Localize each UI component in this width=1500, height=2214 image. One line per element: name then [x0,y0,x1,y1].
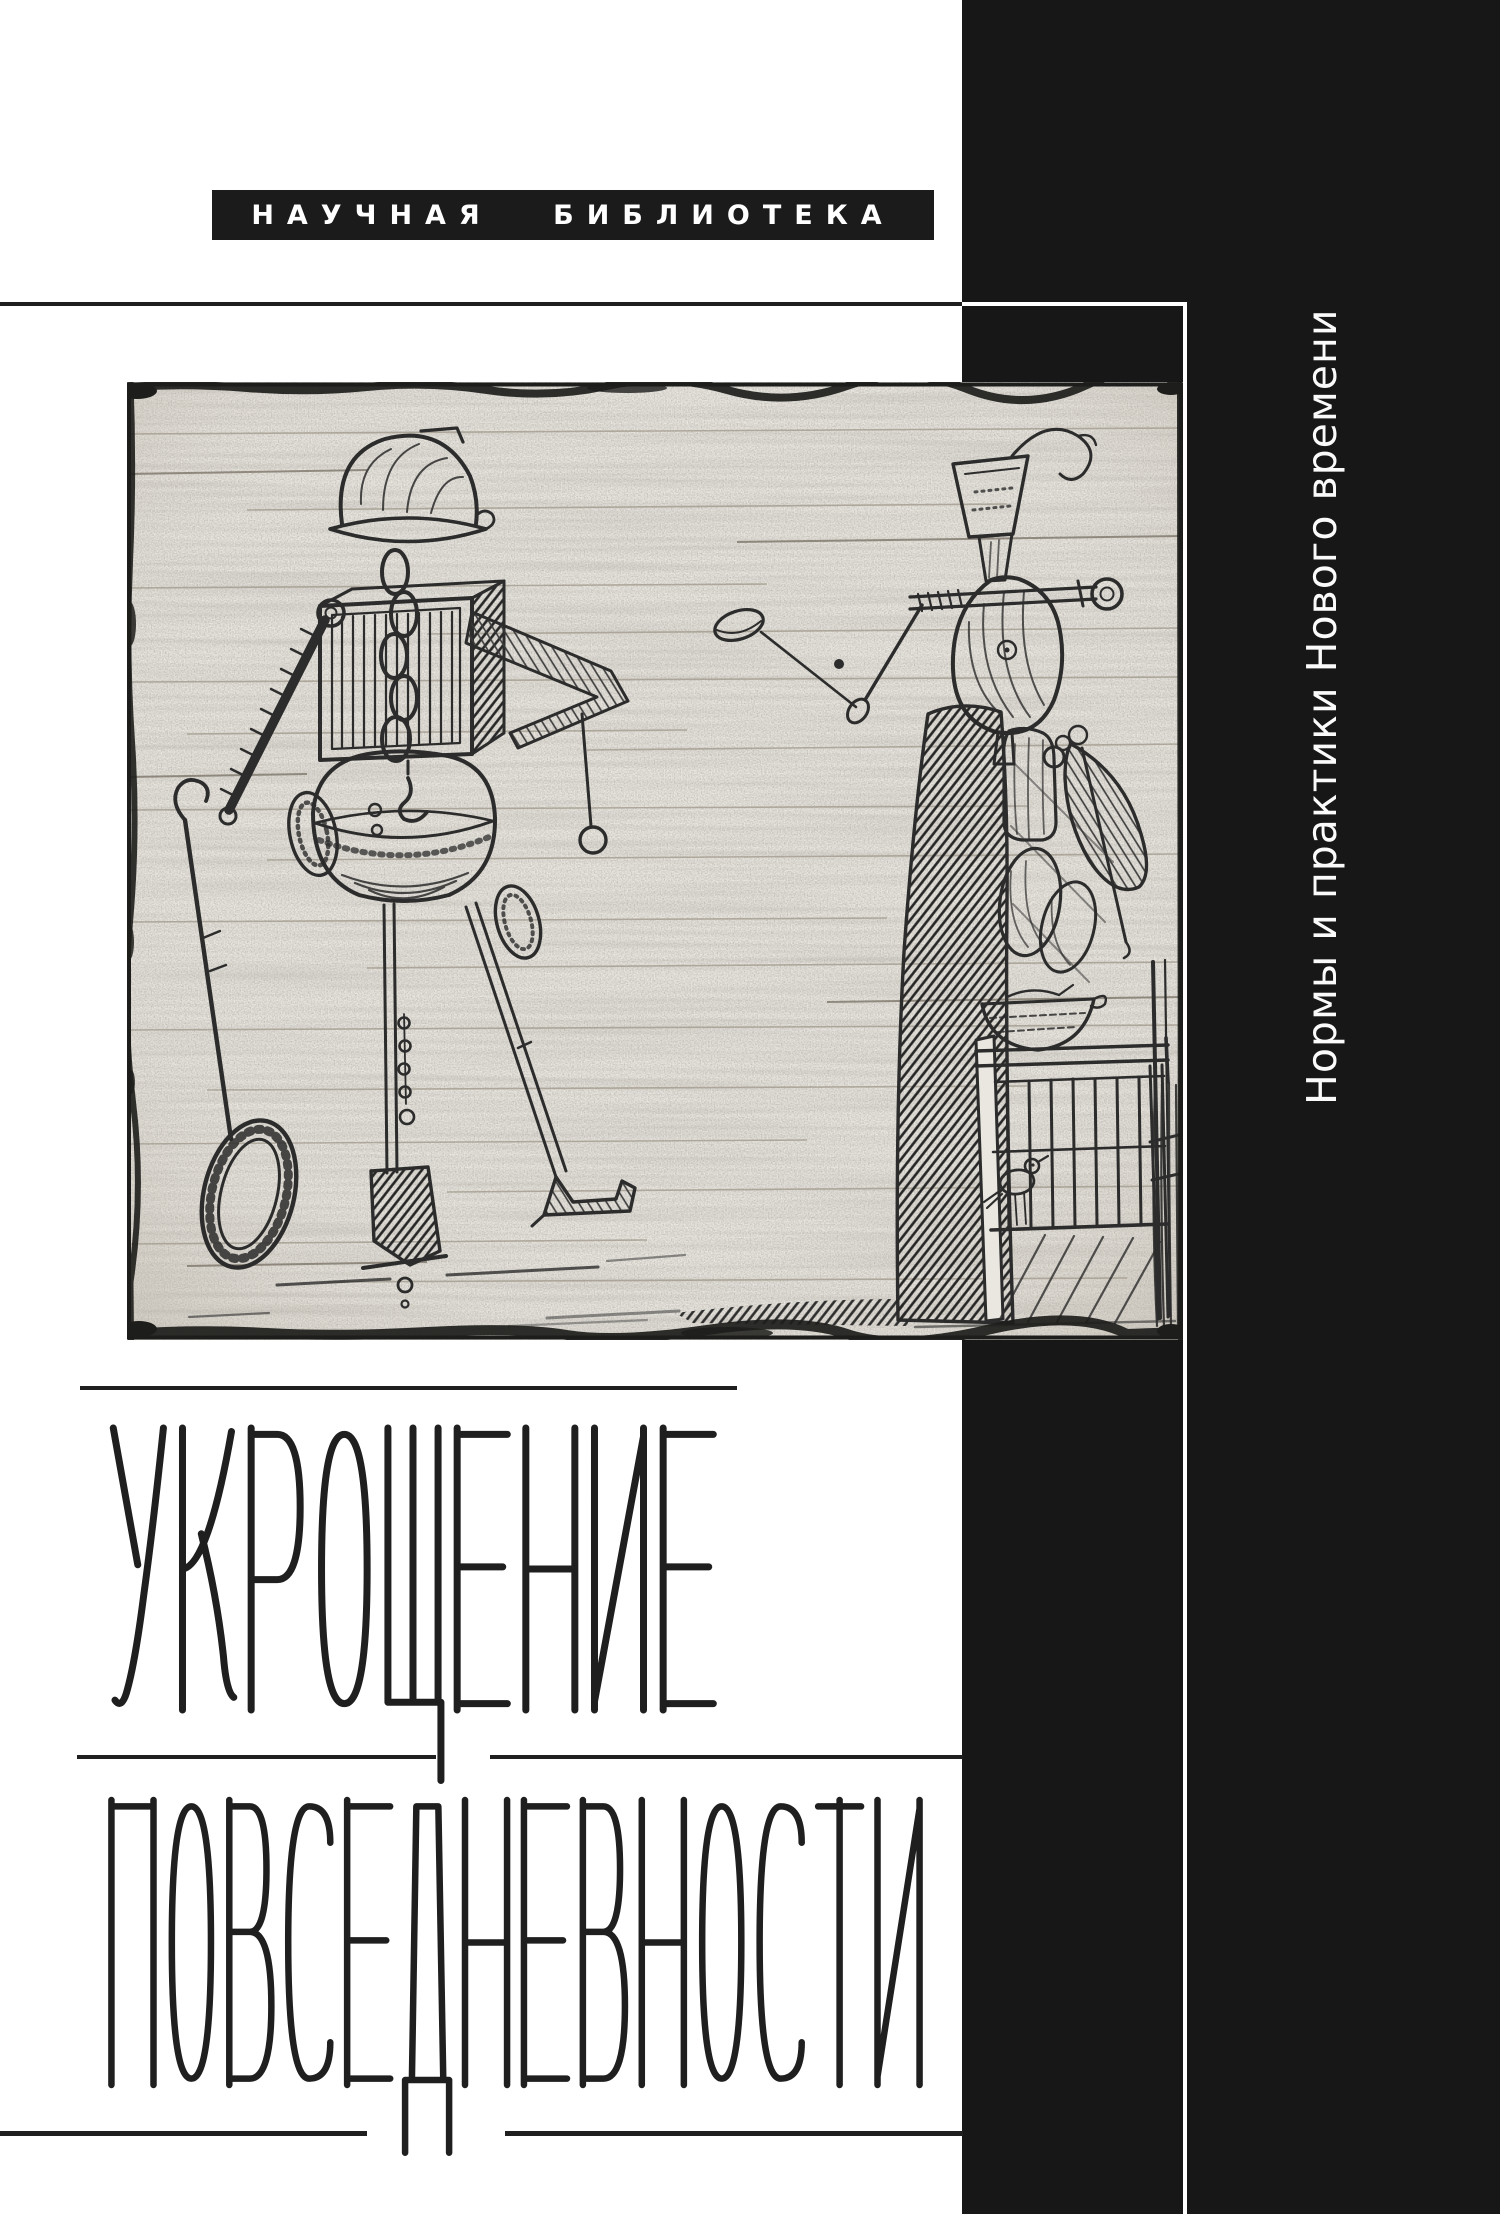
cover-illustration [127,382,1183,1340]
top-rule-black [0,302,962,306]
title-rule-bottom-right [505,2131,963,2136]
title-rule-top [80,1386,737,1390]
title-line-1 [104,1428,722,1808]
title-line-2 [103,1800,928,2170]
title-rule-bottom-left [0,2131,367,2136]
series-label-text: НАУЧНАЯ БИБЛИОТЕКА [251,200,895,231]
series-label [212,190,934,240]
top-rule-white [962,302,1187,306]
title-rule-middle-right [490,1755,963,1759]
vertical-white-line [1183,302,1187,2214]
title-rule-middle-left [77,1755,436,1759]
spine-subtitle: Нормы и практики Нового времени [1298,308,1346,1105]
